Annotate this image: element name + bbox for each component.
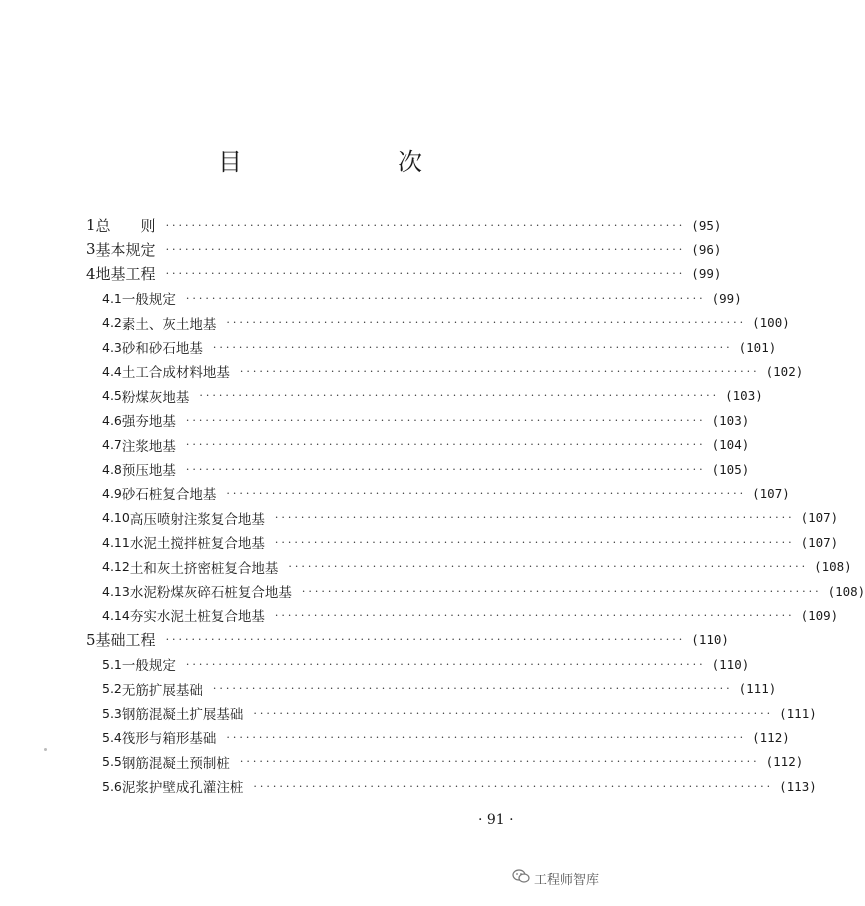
toc-leader-dots: ················································································ bbox=[185, 438, 706, 452]
toc-entry bbox=[86, 531, 839, 553]
toc-entry-page: (108) bbox=[827, 583, 865, 599]
toc-entry-title: 一般规定 bbox=[121, 292, 176, 309]
toc-entry bbox=[86, 751, 804, 773]
toc-leader-dots: ················································································ bbox=[226, 486, 747, 500]
toc-entry-title: 素土、灰土地基 bbox=[121, 316, 217, 333]
toc-entry bbox=[86, 726, 790, 748]
toc-entry-number: 4.14 bbox=[102, 607, 130, 623]
toc-entry bbox=[86, 287, 742, 309]
toc-entry bbox=[86, 434, 750, 456]
toc-entry-page: (112) bbox=[752, 729, 790, 745]
toc-entry-title: 土工合成材料地基 bbox=[121, 365, 230, 382]
toc-entry-number: 4 bbox=[86, 264, 96, 283]
toc-entry-number: 5.3 bbox=[102, 705, 122, 721]
toc-entry-title: 砂和砂石地基 bbox=[121, 341, 203, 357]
toc-entry-title: 基本规定 bbox=[95, 240, 156, 259]
toc-leader-dots: ················································································ bbox=[165, 242, 686, 256]
toc-leader-dots: ················································································ bbox=[288, 560, 809, 574]
toc-entry-number: 4.13 bbox=[102, 583, 130, 599]
toc-entry-title: 粉煤灰地基 bbox=[121, 389, 190, 406]
toc-entry-number: 1 bbox=[86, 216, 96, 234]
toc-leader-dots: ················································································ bbox=[239, 755, 760, 769]
toc-entry bbox=[86, 775, 817, 797]
toc-entry-title: 高压喷射注浆复合地基 bbox=[129, 511, 265, 528]
toc-entry bbox=[86, 580, 865, 602]
toc-entry-page: (109) bbox=[800, 607, 839, 623]
toc-entry-number: 5.6 bbox=[102, 778, 122, 794]
toc-leader-dots: ················································································ bbox=[212, 682, 733, 696]
toc-entry-number: 4.5 bbox=[102, 388, 122, 404]
toc-entry-title: 泥浆护壁成孔灌注桩 bbox=[121, 780, 244, 797]
page-number: · 91 · bbox=[478, 812, 514, 828]
toc-entry-title: 水泥粉煤灰碎石桩复合地基 bbox=[129, 585, 292, 601]
toc-entry-page: (107) bbox=[752, 485, 790, 501]
toc-entry bbox=[86, 409, 750, 431]
toc-leader-dots: ················································································ bbox=[185, 657, 706, 671]
toc-entry-title: 夯实水泥土桩复合地基 bbox=[129, 609, 265, 626]
toc-entry-number: 4.7 bbox=[102, 437, 122, 453]
toc-entry bbox=[86, 482, 790, 504]
toc-leader-dots: ················································································ bbox=[239, 364, 760, 378]
toc-leader-dots: ················································································ bbox=[185, 413, 706, 427]
toc-leader-dots: ················································································ bbox=[185, 291, 706, 305]
toc-entry bbox=[86, 214, 722, 236]
toc-entry-title: 土和灰土挤密桩复合地基 bbox=[129, 560, 279, 577]
toc-entry-number: 4.2 bbox=[102, 315, 122, 331]
toc-entry bbox=[86, 263, 722, 285]
toc-entry-page: (107) bbox=[800, 534, 839, 550]
toc-entry-title: 总 则 bbox=[95, 216, 156, 235]
toc-entry-number: 4.9 bbox=[102, 485, 122, 501]
toc-leader-dots: ················································································ bbox=[199, 389, 720, 403]
toc-entry-title: 注浆地基 bbox=[121, 438, 176, 455]
toc-entry bbox=[86, 336, 777, 358]
toc-entry bbox=[86, 604, 839, 626]
toc-entry-number: 4.1 bbox=[102, 290, 122, 306]
toc-entry bbox=[86, 360, 804, 382]
toc-entry-page: (100) bbox=[752, 315, 790, 331]
toc-entry-number: 5.1 bbox=[102, 656, 122, 672]
toc-leader-dots: ················································································ bbox=[185, 462, 706, 476]
toc-entry-title: 地基工程 bbox=[95, 265, 156, 284]
toc-leader-dots: ················································································ bbox=[226, 730, 747, 744]
toc-entry-number: 4.10 bbox=[102, 510, 130, 526]
toc-entry-number: 3 bbox=[86, 240, 96, 259]
toc-entry-page: (112) bbox=[765, 754, 804, 770]
toc-entry-number: 4.4 bbox=[102, 363, 122, 379]
toc-entry bbox=[86, 653, 750, 675]
toc-entry-page: (111) bbox=[738, 681, 777, 697]
toc-entry bbox=[86, 629, 729, 651]
toc-entry-title: 基础工程 bbox=[95, 631, 156, 650]
toc-entry-number: 4.6 bbox=[102, 412, 122, 428]
toc-entry-title: 水泥土搅拌桩复合地基 bbox=[129, 536, 265, 553]
toc-leader-dots: ················································································ bbox=[274, 535, 795, 549]
toc-entry-number: 4.8 bbox=[102, 461, 122, 477]
toc-entry-page: (108) bbox=[814, 559, 852, 575]
toc-entry-title: 无筋扩展基础 bbox=[121, 682, 203, 699]
toc-entry bbox=[86, 312, 790, 334]
toc-entry bbox=[86, 702, 817, 724]
toc-entry-page: (99) bbox=[711, 290, 742, 306]
toc-leader-dots: ················································································ bbox=[165, 633, 686, 647]
toc-entry-number: 5 bbox=[86, 630, 96, 649]
toc-entry-page: (103) bbox=[711, 412, 750, 428]
toc-entry bbox=[86, 385, 763, 407]
watermark bbox=[512, 868, 599, 888]
toc-entry-page: (111) bbox=[779, 705, 817, 721]
toc-entry bbox=[86, 678, 777, 700]
toc-leader-dots: ················································································ bbox=[253, 706, 774, 720]
toc-entry-title: 钢筋混凝土扩展基础 bbox=[121, 707, 244, 723]
toc-entry bbox=[86, 507, 839, 529]
watermark-text: 工程师智库 bbox=[534, 872, 600, 888]
toc-entry-number: 5.4 bbox=[102, 729, 122, 745]
toc-leader-dots: ················································································ bbox=[253, 779, 774, 793]
toc-entry bbox=[86, 556, 852, 578]
toc-entry-title: 一般规定 bbox=[121, 658, 176, 675]
wechat-icon bbox=[512, 868, 530, 888]
toc-entry-title: 强夯地基 bbox=[121, 414, 176, 431]
toc-entry-title: 砂石桩复合地基 bbox=[121, 487, 217, 504]
toc-entry-page: (96) bbox=[691, 241, 722, 257]
page-title: 目 次 bbox=[218, 148, 458, 176]
toc-entry-page: (105) bbox=[711, 461, 750, 477]
toc-leader-dots: ················································································ bbox=[212, 340, 733, 354]
toc-leader-dots: ················································································ bbox=[301, 584, 822, 598]
toc-entry-page: (99) bbox=[691, 266, 722, 282]
toc-entry-page: (104) bbox=[711, 437, 750, 453]
toc-leader-dots: ················································································ bbox=[165, 218, 686, 232]
toc-entry bbox=[86, 238, 722, 260]
toc-entry-page: (113) bbox=[779, 778, 817, 794]
toc-entry-page: (107) bbox=[800, 510, 839, 526]
toc-leader-dots: ················································································ bbox=[274, 511, 795, 525]
toc-entry-page: (101) bbox=[738, 339, 777, 355]
toc-leader-dots: ················································································ bbox=[165, 267, 686, 281]
toc-entry-page: (110) bbox=[691, 632, 729, 648]
toc-entry-number: 5.5 bbox=[102, 754, 122, 770]
toc-entry-number: 4.3 bbox=[102, 339, 122, 355]
toc-leader-dots: ················································································ bbox=[226, 316, 747, 330]
toc-entry-number: 4.12 bbox=[102, 559, 130, 575]
toc-leader-dots: ················································································ bbox=[274, 608, 795, 622]
toc-entry-title: 筏形与箱形基础 bbox=[121, 731, 217, 748]
toc-entry bbox=[86, 458, 750, 480]
toc-entry-title: 钢筋混凝土预制桩 bbox=[121, 755, 230, 772]
toc-entry-page: (95) bbox=[691, 217, 722, 233]
toc-entry-page: (110) bbox=[711, 656, 750, 672]
scan-speck bbox=[44, 748, 47, 751]
toc-entry-page: (102) bbox=[765, 363, 804, 379]
toc-entry-number: 5.2 bbox=[102, 681, 122, 697]
toc-entry-title: 预压地基 bbox=[121, 463, 176, 479]
toc-entry-page: (103) bbox=[725, 388, 763, 404]
toc-entry-number: 4.11 bbox=[102, 534, 130, 550]
